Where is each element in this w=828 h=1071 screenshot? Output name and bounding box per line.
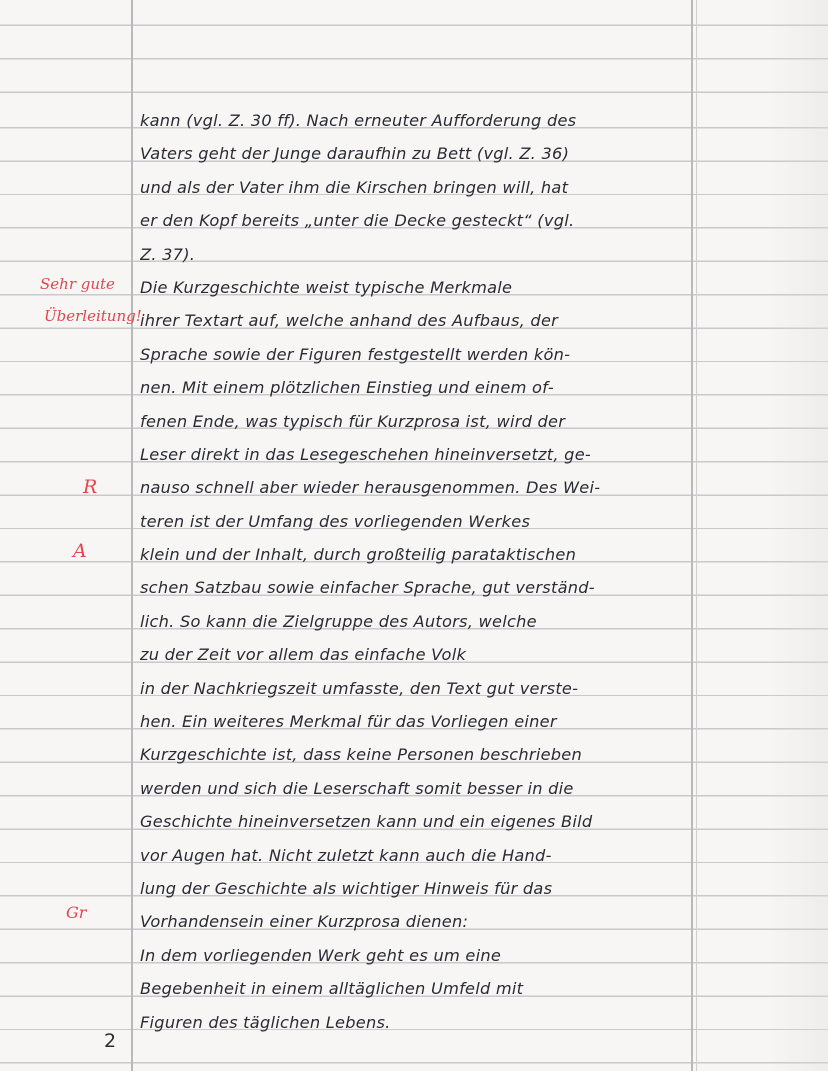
text-line: fenen Ende, was typisch für Kurzprosa ist, wird der	[140, 411, 566, 431]
page-edge-shadow	[768, 0, 828, 1071]
text-line: zu der Zeit vor allem das einfache Volk	[140, 645, 467, 665]
text-line: nen. Mit einem plötzlichen Einstieg und einem of-	[140, 378, 554, 398]
page-number: 2	[104, 1030, 117, 1052]
left-margin-rule	[131, 0, 133, 1071]
text-line: Begebenheit in einem alltäglichen Umfeld mit	[140, 979, 524, 999]
text-line: Die Kurzgeschichte weist typische Merkmale	[140, 277, 513, 297]
text-line: Kurzgeschichte ist, dass keine Personen beschrieben	[140, 745, 583, 765]
text-line: kann (vgl. Z. 30 ff). Nach erneuter Aufforderung des	[140, 111, 577, 130]
margin-mark-expression: A	[73, 540, 87, 562]
text-line: nauso schnell aber wieder herausgenommen. Des Wei-	[140, 478, 601, 498]
text-line: werden und sich die Leserschaft somit besser in die	[140, 778, 574, 798]
text-line: schen Satzbau sowie einfacher Sprache, gut verständ-	[140, 578, 595, 598]
margin-mark-spelling: R	[83, 476, 98, 498]
text-line: teren ist der Umfang des vorliegenden Werkes	[140, 511, 531, 531]
text-line: Sprache sowie der Figuren festgestellt werden kön-	[140, 344, 571, 364]
teacher-margin-notes	[0, 0, 142, 1071]
text-line: Vaters geht der Junge daraufhin zu Bett (vgl. Z. 36)	[140, 144, 570, 164]
margin-note-praise-line2: Überleitung!	[44, 307, 142, 325]
margin-note-praise-line1: Sehr gute	[40, 275, 115, 293]
text-line: Z. 37).	[140, 244, 196, 264]
text-line: in der Nachkriegszeit umfasste, den Text gut verste-	[140, 678, 579, 698]
text-line: In dem vorliegenden Werk geht es um eine	[140, 945, 502, 965]
text-line: lung der Geschichte als wichtiger Hinweis für das	[140, 878, 553, 898]
right-margin-rule-secondary	[696, 0, 697, 1071]
text-line: hen. Ein weiteres Merkmal für das Vorliegen einer	[140, 712, 557, 732]
text-line: ihrer Textart auf, welche anhand des Aufbaus, der	[140, 311, 559, 331]
text-line: Figuren des täglichen Lebens.	[140, 1012, 391, 1032]
handwritten-essay-text	[140, 104, 696, 1039]
text-line: klein und der Inhalt, durch großteilig parataktischen	[140, 545, 577, 565]
text-line: Geschichte hineinversetzen kann und ein eigenes Bild	[140, 812, 593, 832]
text-line: und als der Vater ihm die Kirschen bringen will, hat	[140, 177, 569, 197]
text-line: lich. So kann die Zielgruppe des Autors, welche	[140, 611, 537, 631]
text-line: er den Kopf bereits „unter die Decke gesteckt“ (vgl.	[140, 211, 575, 231]
text-line: Leser direkt in das Lesegeschehen hineinversetzt, ge-	[140, 444, 592, 464]
text-line: Vorhandensein einer Kurzprosa dienen:	[140, 912, 469, 932]
margin-mark-grammar: Gr	[66, 903, 87, 922]
text-line: vor Augen hat. Nicht zuletzt kann auch die Hand-	[140, 845, 552, 865]
